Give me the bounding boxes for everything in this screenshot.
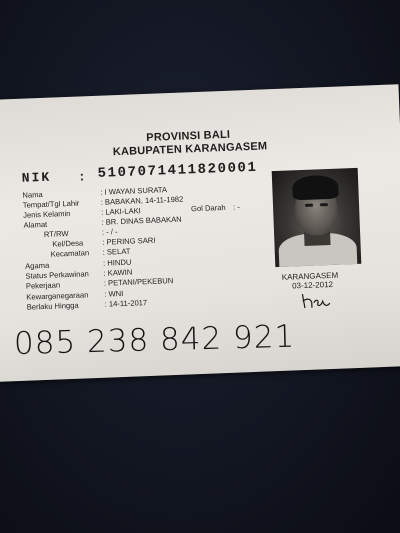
field-label: Status Perkawinan — [25, 269, 89, 281]
field-value: : WNI — [104, 288, 124, 299]
issue-date: 03-12-2012 — [291, 279, 334, 291]
field-label: Berlaku Hingga — [26, 300, 79, 312]
field-label: Pekerjaan — [25, 280, 61, 291]
field-label: Tempat/Tgl Lahir — [22, 198, 80, 210]
nik-colon: : — [79, 168, 85, 184]
field-value: : I WAYAN SURATA — [100, 185, 168, 197]
province-title: PROVINSI BALI — [146, 128, 231, 144]
field-label: Kewarganegaraan — [26, 290, 89, 302]
field-value: : LAKI-LAKI — [100, 206, 141, 217]
field-value: : SELAT — [102, 246, 131, 257]
field-value: : BR. DINAS BABAKAN — [101, 214, 182, 227]
field-value: : HINDU — [102, 257, 132, 268]
field-value: : PETANI/PEKEBUN — [103, 276, 174, 288]
signature — [298, 289, 335, 312]
field-label: Kecamatan — [50, 248, 90, 259]
issue-city: KARANGASEM — [281, 270, 339, 282]
photo-eye-left — [305, 204, 313, 207]
field-label: Nama — [22, 189, 43, 200]
blood-type-value: : - — [232, 202, 240, 212]
field-value: : PERING SARI — [102, 235, 156, 247]
handwritten-phone-number: 085 238 842 921 — [13, 318, 296, 362]
field-value: : 14-11-2017 — [104, 298, 148, 309]
field-value: : BABAKAN, 14-11-1982 — [100, 194, 184, 207]
field-value: : - / - — [101, 227, 118, 237]
field-label: Kel/Desa — [52, 238, 84, 249]
field-label: RT/RW — [43, 229, 69, 239]
blood-type-label: Gol Darah — [190, 202, 226, 214]
field-label: Jenis Kelamin — [23, 208, 71, 220]
nik-number: 5107071411820001 — [97, 159, 258, 182]
field-label: Alamat — [23, 219, 48, 230]
holder-photo — [272, 168, 362, 267]
regency-title: KABUPATEN KARANGASEM — [112, 140, 268, 159]
photo-hair — [292, 175, 339, 201]
photo-eye-right — [320, 203, 328, 206]
nik-label: NIK — [21, 169, 52, 186]
field-label: Agama — [24, 260, 50, 271]
field-value: : KAWIN — [103, 267, 133, 278]
